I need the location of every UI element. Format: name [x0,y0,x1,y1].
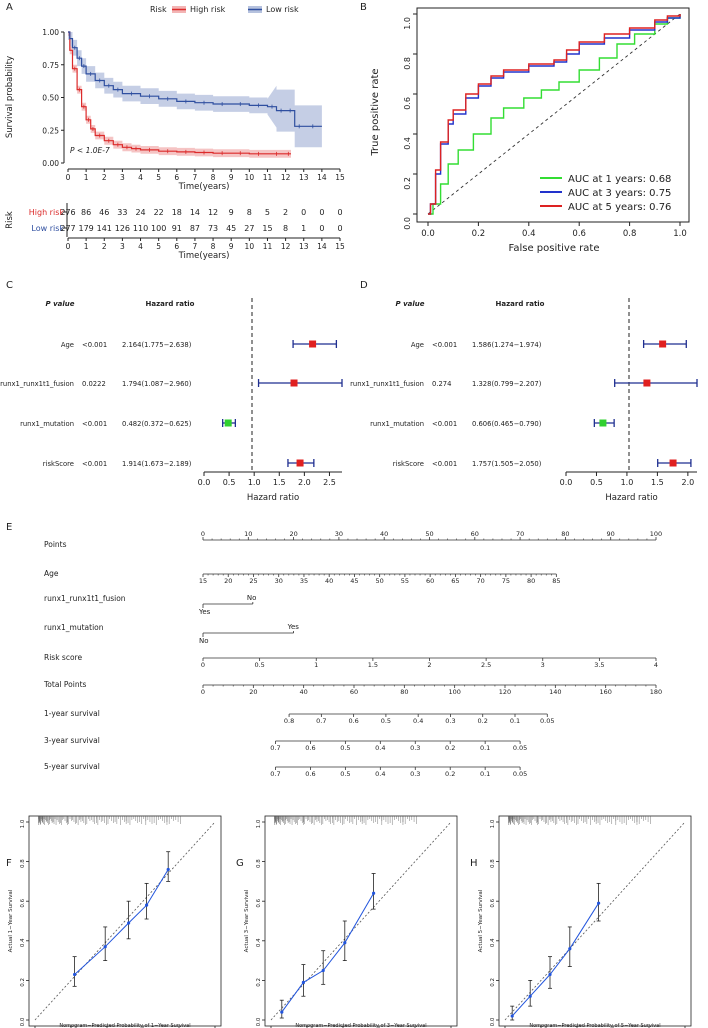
forest-row-pvalue: <0.001 [82,460,108,468]
risk-table-cell: 0 [337,224,343,233]
calib-point [167,868,170,871]
nomogram-tick-label: 0 [200,688,206,696]
calib-reference-line [505,822,685,1020]
forest-row-label: Age [410,341,424,349]
forest-row-hr: 1.328(0.799−2.207) [472,380,542,388]
nomogram-tick-label: 0.05 [512,744,528,752]
calib-y-tick-label: 0.8 [256,859,262,868]
risk-table-cell: 12 [207,208,219,217]
roc-y-tick-label: 0.2 [403,177,412,190]
forest-row-pvalue: <0.001 [82,341,108,349]
calib-y-label: Actual 3−Year Survival [244,889,250,953]
nomogram-tick-label: 0 [200,530,206,538]
roc-legend-label: AUC at 5 years: 0.76 [568,202,672,213]
nomogram-tick-label: 50 [375,577,384,585]
roc-x-tick-label: 1.0 [673,229,687,239]
risk-table-x-tick-label: 1 [83,242,89,251]
calib-point [568,947,571,950]
nomogram-tick-label: 0.6 [305,744,316,752]
nomogram-row-label: 1-year survival [44,709,100,718]
calib-y-label: Actual 1−Year Survival [8,889,14,953]
nomogram-tick-label: 60 [426,577,435,585]
nomogram-tick-label: 85 [552,577,561,585]
risk-table-title: Risk [5,211,15,229]
km-y-tick-label: 0.00 [42,159,59,168]
forest-x-tick-label: 0.5 [590,478,603,487]
forest-header-pvalue: P value [45,300,75,308]
forest-row-pvalue: <0.001 [432,420,458,428]
forest-x-tick-label: 1.5 [272,478,286,487]
forest-row-label: runx1_runx1t1_fusion [350,380,424,388]
risk-table-cell: 2 [283,208,289,217]
panel-label-D: D [360,280,368,291]
forest-x-tick-label: 1.0 [620,478,634,487]
nomogram-tick-label: 80 [400,688,409,696]
nomogram-tick-label: 0.1 [479,770,491,778]
nomogram-tick-label: 65 [451,577,460,585]
nomogram-tick-label: 1.5 [367,661,379,669]
calib-x-label: Nomogram−Predicted Probability of 1−Year Survival [59,1023,191,1028]
nomogram-row-label: 3-year survival [44,736,100,745]
nomogram-tick-label: 10 [244,530,253,538]
risk-table-x-tick-label: 0 [65,242,71,251]
risk-table-cell: 141 [96,224,112,233]
nomogram-tick-label: 0.7 [316,717,327,725]
nomogram-tick-label: 0.4 [413,717,424,725]
risk-table-x-tick-label: 14 [317,242,327,251]
forest-row-hr: 0.606(0.465−0.790) [472,420,542,428]
nomogram-tick-label: 35 [299,577,309,585]
forest-x-tick-label: 2.0 [297,478,311,487]
calib-y-tick-label: 1.0 [490,819,496,829]
forest-row-label: runx1_mutation [20,420,74,428]
risk-table-cell: 73 [207,224,219,233]
nomogram-tick-label: 70 [476,577,485,585]
roc-y-tick-label: 0.0 [403,217,412,230]
risk-table-cell: 8 [246,208,252,217]
risk-table-x-tick-label: 6 [174,242,180,251]
roc-y-label: True positive rate [370,68,381,156]
nomogram-row-label: Risk score [44,653,83,662]
nomogram-tick-label: 0.4 [375,744,386,752]
panel-label-G: G [236,858,244,869]
forest-row-hr: 1.914(1.673−2.189) [122,460,192,468]
nomogram-tick-label: 0 [200,661,206,669]
risk-table-x-tick-label: 8 [210,242,216,251]
nomogram-cat-label: No [246,594,257,602]
risk-table-cell: 18 [171,208,182,217]
risk-table-cell: 14 [189,208,201,217]
forest-x-tick-label: 2.0 [681,478,695,487]
roc-x-tick-label: 0.8 [622,229,637,239]
forest-row-pvalue: 0.0222 [82,380,106,388]
nomogram-tick-label: 15 [198,577,208,585]
calib-point [372,892,375,895]
forest-row-label: runx1_runx1t1_fusion [0,380,74,388]
forest-row-pvalue: <0.001 [432,341,458,349]
nomogram-tick-label: 180 [649,688,663,696]
nomogram-tick-label: 1 [314,661,319,669]
calib-y-tick-label: 0.4 [256,938,262,948]
nomogram-tick-label: 0.05 [540,717,555,725]
risk-table-x-tick-label: 10 [244,242,255,251]
roc-y-tick-label: 0.6 [403,97,412,110]
nomogram-tick-label: 40 [299,688,308,696]
risk-table-cell: 179 [78,224,94,233]
nomogram-tick-label: 120 [498,688,512,696]
calib-point [597,902,600,905]
nomogram-tick-label: 0.3 [410,744,421,752]
forest-x-tick-label: 0.5 [222,478,236,487]
risk-table-x-label: Time(years) [178,251,230,261]
nomogram-row-label: runx1_mutation [44,623,104,632]
nomogram-tick-label: 2 [427,661,432,669]
risk-table-cell: 8 [283,224,289,233]
km-x-tick-label: 0 [65,173,71,182]
forest-point [291,380,298,387]
nomogram-tick-label: 0.2 [445,744,456,752]
nomogram-row-label: 5-year survival [44,762,100,771]
nomogram-row-label: Age [44,569,59,578]
forest-point [659,341,666,348]
calib-y-tick-label: 0.6 [20,898,26,908]
risk-table-x-tick-label: 9 [228,242,234,251]
km-x-tick-label: 2 [101,173,107,182]
forest-header-pvalue: P value [395,300,425,308]
calib-y-tick-label: 0.4 [490,938,496,948]
forest-x-tick-label: 1.5 [651,478,664,487]
forest-row-hr: 0.482(0.372−0.625) [122,420,192,428]
nomogram-tick-label: 3.5 [594,661,605,669]
risk-table-cell: 22 [153,208,164,217]
risk-table-cell: 87 [189,224,201,233]
roc-y-tick-label: 1.0 [403,17,412,30]
km-x-tick-label: 9 [228,173,234,182]
risk-table-cell: 276 [60,208,76,217]
nomogram-tick-label: 100 [649,530,663,538]
risk-table-cell: 5 [264,208,271,217]
nomogram-tick-label: 0.5 [380,717,392,725]
km-x-tick-label: 13 [298,173,309,182]
nomogram-tick-label: 30 [274,577,283,585]
nomogram-tick-label: 0.8 [283,717,295,725]
calib-point [322,969,325,972]
forest-point [670,460,677,467]
nomogram-tick-label: 20 [289,530,298,538]
nomogram-tick-label: 0.2 [445,770,456,778]
nomogram-cat-label: No [199,637,209,645]
km-x-tick-label: 12 [280,173,291,182]
nomogram-cat-label: Yes [199,608,211,616]
risk-table-x-tick-label: 13 [298,242,309,251]
nomogram-tick-label: 0.6 [305,770,316,778]
nomogram-tick-label: 0.7 [270,770,281,778]
nomogram-tick-label: 0.2 [477,717,488,725]
km-legend-title: Risk [150,5,167,14]
risk-table-cell: 100 [151,224,167,233]
risk-table-x-tick-label: 12 [280,242,291,251]
nomogram-cat-label: Yes [287,623,299,631]
risk-table-cell: 15 [262,224,273,233]
forest-row-label: Age [60,341,74,349]
risk-table-cell: 1 [301,224,307,233]
nomogram-tick-label: 60 [349,688,359,696]
nomogram-tick-label: 0.6 [348,717,359,725]
roc-y-tick-label: 0.8 [403,57,412,70]
calib-point [343,941,346,944]
nomogram-tick-label: 50 [425,530,434,538]
nomogram-tick-label: 0.3 [410,770,421,778]
forest-row-label: riskScore [42,460,74,468]
panel-label-H: H [470,858,478,869]
nomogram-row-label: Total Points [44,680,87,689]
risk-table-cell: 33 [117,208,128,217]
km-x-tick-label: 11 [262,173,273,182]
km-legend-label: High risk [190,5,226,14]
risk-table-x-tick-label: 5 [156,242,162,251]
nomogram-row-label: runx1_runx1t1_fusion [44,594,126,603]
calib-y-tick-label: 0.6 [256,898,262,908]
risk-table-x-tick-label: 3 [120,242,125,251]
forest-row-label: runx1_mutation [370,420,424,428]
km-x-tick-label: 5 [156,173,162,182]
nomogram-tick-label: 0.3 [445,717,456,725]
nomogram-tick-label: 75 [501,577,511,585]
km-x-tick-label: 4 [138,173,143,182]
panel-label-B: B [360,2,367,13]
km-x-tick-label: 7 [192,173,198,182]
calib-point [511,1014,514,1017]
nomogram-tick-label: 160 [599,688,612,696]
risk-table-row-label: Low risk [31,224,64,233]
calib-curve [75,870,169,975]
km-x-tick-label: 3 [120,173,125,182]
risk-table-cell: 0 [319,208,325,217]
calib-point [127,921,130,924]
nomogram-tick-label: 0.4 [375,770,386,778]
panel-label-C: C [6,280,13,291]
calib-y-tick-label: 0.0 [490,1017,496,1027]
calib-y-tick-label: 0.0 [20,1017,26,1027]
calib-x-label: Nomogram−Predicted Probability of 3−Year Survival [295,1023,427,1028]
roc-x-tick-label: 0.6 [572,229,586,239]
calib-y-tick-label: 0.0 [256,1017,262,1027]
nomogram-tick-label: 80 [561,530,570,538]
calib-point [529,995,532,998]
risk-table-cell: 0 [301,208,307,217]
forest-point [643,380,650,387]
km-legend-label: Low risk [266,5,299,14]
risk-table-x-tick-label: 7 [192,242,198,251]
risk-table-cell: 27 [244,224,255,233]
km-x-tick-label: 6 [174,173,180,182]
nomogram-tick-label: 140 [549,688,562,696]
nomogram-tick-label: 20 [249,688,258,696]
nomogram-tick-label: 0.5 [340,744,351,752]
risk-table-cell: 0 [337,208,343,217]
forest-header-hr: Hazard ratio [145,300,195,308]
roc-y-tick-label: 0.4 [403,137,412,150]
calib-reference-line [35,822,215,1020]
calib-x-label: Nomogram−Predicted Probability of 5−Year Survival [529,1023,661,1028]
calib-curve [512,903,598,1016]
nomogram-row-label: Points [44,540,67,549]
nomogram-tick-label: 0.7 [270,744,281,752]
forest-x-tick-label: 0.0 [197,478,211,487]
nomogram-tick-label: 4 [653,661,659,669]
forest-row-hr: 1.586(1.274−1.974) [472,341,542,349]
panel-label-F: F [6,858,12,869]
nomogram-tick-label: 30 [334,530,344,538]
forest-row-pvalue: <0.001 [432,460,458,468]
forest-point [297,460,304,467]
nomogram-tick-label: 20 [224,577,233,585]
calib-point [548,973,551,976]
nomogram-tick-label: 0.5 [254,661,265,669]
roc-x-tick-label: 0.2 [471,229,486,239]
km-y-tick-label: 0.75 [42,60,59,70]
forest-row-hr: 2.164(1.775−2.638) [122,341,192,349]
roc-x-tick-label: 0.4 [522,229,536,239]
calib-y-tick-label: 0.2 [256,978,262,987]
risk-table-cell: 24 [135,208,146,217]
risk-table-row-label: High risk [28,208,64,217]
panel-label-E: E [6,522,13,533]
forest-x-tick-label: 2.5 [323,478,336,487]
risk-table-x-tick-label: 4 [138,242,143,251]
forest-x-label: Hazard ratio [605,493,658,503]
nomogram-tick-label: 40 [380,530,389,538]
calib-y-tick-label: 0.8 [490,859,496,868]
nomogram-tick-label: 40 [325,577,334,585]
roc-x-tick-label: 0.0 [421,229,435,239]
roc-legend-label: AUC at 1 years: 0.68 [568,174,672,185]
forest-point [599,420,606,427]
forest-x-tick-label: 0.0 [559,478,573,487]
forest-point [309,341,316,348]
forest-row-pvalue: <0.001 [82,420,108,428]
forest-point [225,420,232,427]
risk-table-cell: 91 [171,224,182,233]
roc-legend-label: AUC at 3 years: 0.75 [568,188,672,199]
risk-table-cell: 277 [60,224,76,233]
risk-table-cell: 9 [228,208,234,217]
forest-x-label: Hazard ratio [246,493,300,503]
risk-table-cell: 45 [226,224,237,233]
forest-row-hr: 1.794(1.087−2.960) [122,380,192,388]
calib-y-tick-label: 0.2 [490,978,496,987]
km-curve-high [68,32,291,154]
forest-row-label: riskScore [392,460,424,468]
panel-label-A: A [6,2,13,13]
nomogram-tick-label: 80 [526,577,536,585]
km-x-tick-label: 1 [83,173,89,182]
calib-y-tick-label: 0.6 [490,898,496,908]
nomogram-tick-label: 45 [350,577,359,585]
risk-table-cell: 110 [132,224,149,233]
forest-row-pvalue: 0.274 [432,380,452,388]
calib-point [73,973,76,976]
km-y-tick-label: 0.50 [42,93,59,103]
km-x-label: Time(years) [178,182,230,192]
nomogram-tick-label: 55 [400,577,410,585]
risk-table-cell: 46 [99,208,110,217]
km-y-label: Survival probability [5,55,15,139]
forest-x-tick-label: 1.0 [247,478,261,487]
risk-table-x-tick-label: 2 [101,242,107,251]
calib-y-tick-label: 0.2 [20,978,26,987]
calib-point [302,981,305,984]
km-x-tick-label: 8 [210,173,216,182]
nomogram-tick-label: 25 [249,577,258,585]
calib-y-label: Actual 5−Year Survival [478,889,484,953]
risk-table-cell: 86 [81,208,92,217]
km-pvalue: P < 1.0E-7 [70,146,110,155]
forest-header-hr: Hazard ratio [495,300,545,308]
nomogram-tick-label: 90 [606,530,615,538]
forest-row-hr: 1.757(1.505−2.050) [472,460,542,468]
calib-point [104,945,107,948]
calib-y-tick-label: 1.0 [256,819,262,829]
nomogram-tick-label: 100 [448,688,461,696]
km-x-tick-label: 10 [244,173,255,182]
calib-point [145,904,148,907]
nomogram-tick-label: 0.1 [509,717,521,725]
nomogram-tick-label: 2.5 [480,661,492,669]
calib-curve [282,893,374,1012]
calib-y-tick-label: 1.0 [20,819,26,829]
calib-y-tick-label: 0.4 [20,938,26,948]
nomogram-tick-label: 0.1 [479,744,491,752]
km-x-tick-label: 14 [317,173,327,182]
risk-table-cell: 0 [319,224,325,233]
nomogram-tick-label: 3 [540,661,545,669]
km-y-tick-label: 0.25 [42,126,59,136]
km-ci-band-low [68,32,322,147]
nomogram-tick-label: 60 [470,530,479,538]
nomogram-tick-label: 70 [515,530,525,538]
km-x-tick-label: 15 [335,173,345,182]
risk-table-x-tick-label: 11 [262,242,273,251]
roc-x-label: False positive rate [508,243,600,254]
km-y-tick-label: 1.00 [42,28,59,37]
risk-table-cell: 126 [114,224,131,233]
nomogram-tick-label: 0.05 [512,770,528,778]
calib-y-tick-label: 0.8 [20,859,26,868]
calib-point [280,1010,283,1013]
risk-table-x-tick-label: 15 [335,242,345,251]
nomogram-tick-label: 0.5 [340,770,351,778]
